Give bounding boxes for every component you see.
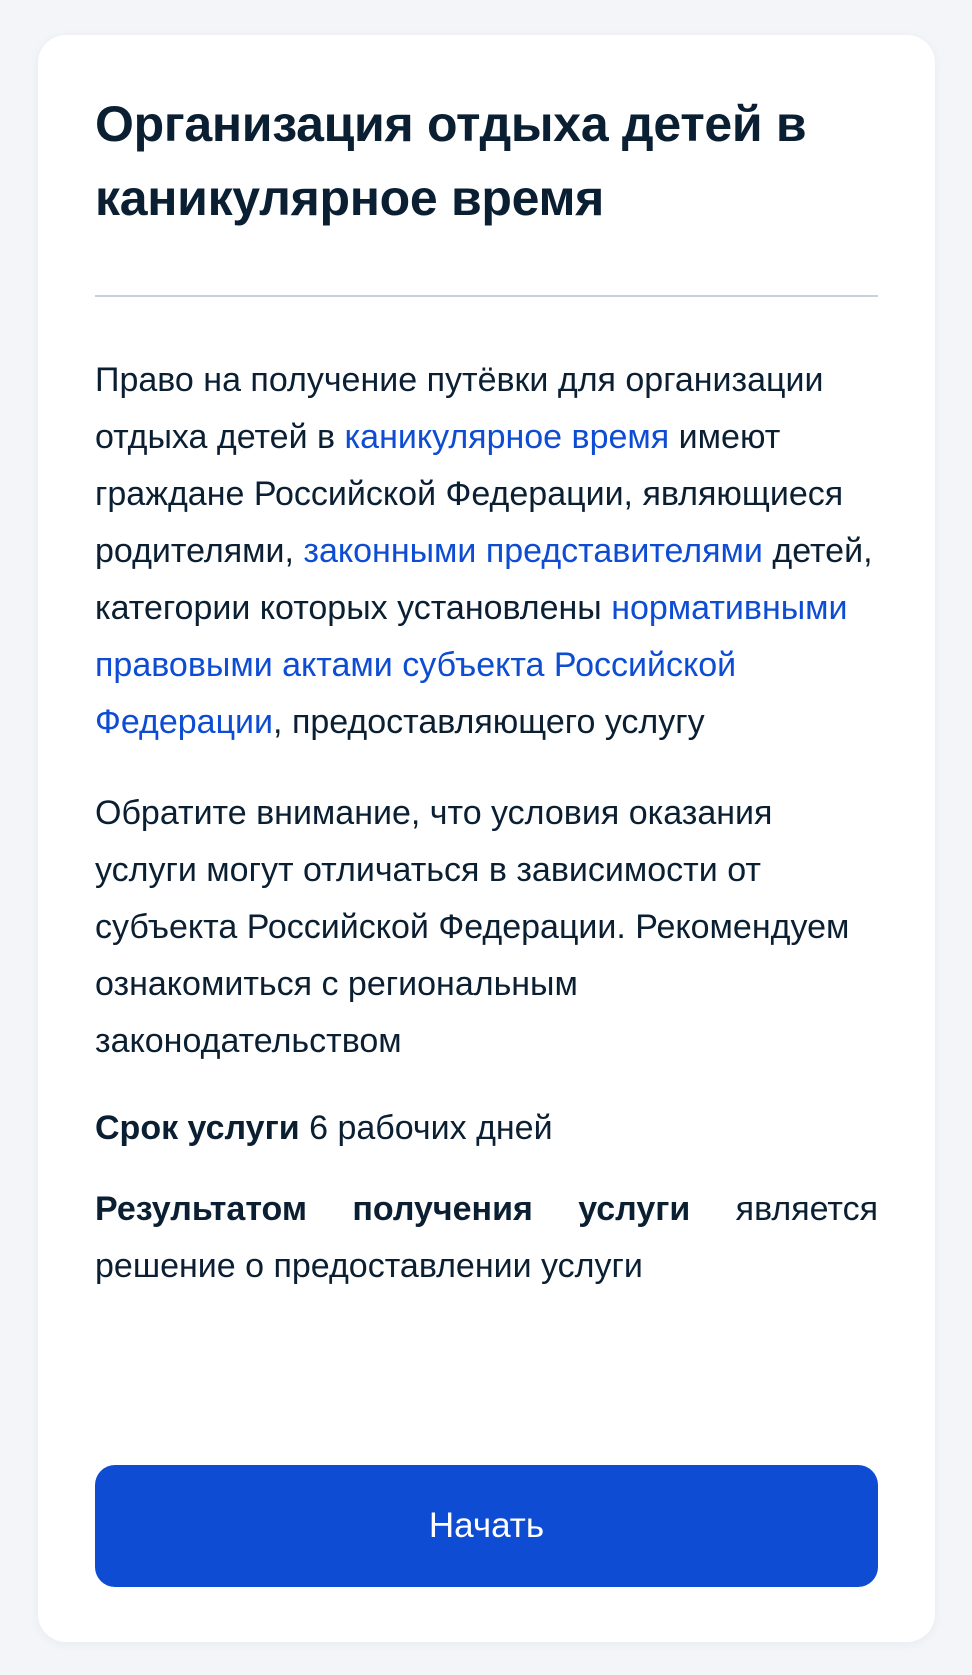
start-button[interactable]: Начать [95,1465,878,1587]
intro-text-2: имеют граждане Российской Федерации, являющиеся родителями, [95,418,844,570]
intro-text-1: Право на получение путёвки для организации отдыха детей в [95,361,824,456]
page-title: Организация отдыха детей в каникулярное время [95,96,807,226]
intro-paragraph [95,352,878,751]
notice-paragraph: Обратите внимание, что условия оказания услуги могут отличаться в зависимости от субъекта Российской Федерации. Рекомендуем ознакомиться с региональным законодательством [95,794,850,1060]
link-regulatory-acts[interactable]: нормативными правовыми актами субъекта Российской Федерации [95,589,848,741]
service-result [95,1181,878,1295]
service-term-value: 6 рабочих дней [299,1109,553,1147]
service-term-label: Срок услуги [95,1109,300,1147]
service-result-label: Результатом получения услуги [95,1190,691,1228]
divider [95,295,878,297]
link-legal-representatives[interactable]: законными представителями [303,532,763,570]
intro-text-4: , предоставляющего услугу [273,703,705,741]
intro-text-3: детей, категории которых установлены [95,532,873,627]
link-holiday-time[interactable]: каникулярное время [344,418,670,456]
service-card [38,35,935,1642]
service-result-value: является решение о предоставлении услуги [95,1190,878,1285]
service-term [95,1100,878,1157]
